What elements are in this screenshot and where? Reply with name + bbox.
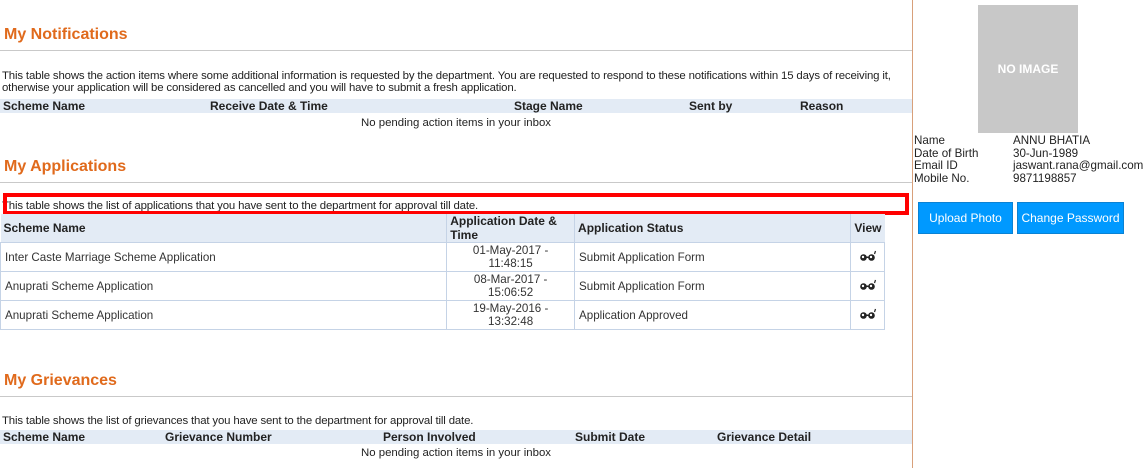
column-header: Grievance Number <box>165 430 272 444</box>
dob-value: 30-Jun-1989 <box>1013 146 1079 160</box>
notifications-empty-message: No pending action items in your inbox <box>361 117 551 129</box>
date-cell: 19-May-2016 - 13:32:48 <box>447 301 575 330</box>
column-header: Scheme Name <box>3 430 86 444</box>
table-row <box>1 272 885 301</box>
applications-description: This table shows the list of applications that you have sent to the department for approval till date. <box>2 200 479 212</box>
status-cell: Submit Application Form <box>575 272 851 301</box>
scheme-cell: Inter Caste Marriage Scheme Application <box>1 243 447 272</box>
profile-row-mobile <box>914 173 1129 186</box>
column-header: Scheme Name <box>1 214 447 243</box>
view-cell[interactable] <box>851 272 885 301</box>
status-cell: Application Approved <box>575 301 851 330</box>
view-cell[interactable] <box>851 301 885 330</box>
grievances-table-header <box>0 430 912 444</box>
grievances-title: My Grievances <box>4 372 117 389</box>
name-label: Name <box>914 134 945 147</box>
scheme-cell: Anuprati Scheme Application <box>1 272 447 301</box>
applications-title: My Applications <box>4 158 127 175</box>
column-header: Application Status <box>575 214 851 243</box>
mobile-value: 9871198857 <box>1013 171 1077 185</box>
table-row <box>1 243 885 272</box>
table-header-row <box>1 214 885 243</box>
column-header: Reason <box>800 99 844 113</box>
divider <box>0 50 912 51</box>
column-header: Sent by <box>689 99 733 113</box>
notifications-description: This table shows the action items where some additional information is requested by the department. You are requested to respond to these notifications within 15 days of receiving it, otherwise your application will be considered as cancelled and you will have to submit a fresh application. <box>2 70 891 94</box>
scheme-cell: Anuprati Scheme Application <box>1 301 447 330</box>
name-value: ANNU BHATIA <box>1013 134 1091 147</box>
dob-label: Date of Birth <box>914 146 979 160</box>
status-cell: Submit Application Form <box>575 243 851 272</box>
table-row <box>1 301 885 330</box>
glasses-icon[interactable] <box>859 250 877 262</box>
divider <box>0 182 912 183</box>
mobile-label: Mobile No. <box>914 171 970 185</box>
upload-photo-button[interactable]: Upload Photo <box>918 202 1013 234</box>
column-header: Grievance Detail <box>717 430 812 444</box>
date-cell: 01-May-2017 - 11:48:15 <box>447 243 575 272</box>
profile-row-email <box>914 159 1143 173</box>
profile-row-name <box>914 135 1129 148</box>
profile-info <box>914 134 1143 185</box>
column-header: Person Involved <box>383 430 476 444</box>
grievances-empty-message: No pending action items in your inbox <box>361 447 551 459</box>
profile-sidebar <box>913 0 1143 468</box>
notifications-table-header <box>0 99 912 113</box>
highlight-box <box>3 193 909 215</box>
date-cell: 08-Mar-2017 - 15:06:52 <box>447 272 575 301</box>
profile-photo-placeholder: NO IMAGE <box>978 5 1078 133</box>
grievances-description: This table shows the list of grievances that you have sent to the department for approval till date. <box>2 415 474 427</box>
column-header: Receive Date & Time <box>210 99 328 113</box>
column-header: Scheme Name <box>3 99 86 113</box>
view-cell[interactable] <box>851 243 885 272</box>
glasses-icon[interactable] <box>859 308 877 320</box>
glasses-icon[interactable] <box>859 279 877 291</box>
email-value: jaswant.rana@gmail.com <box>1013 159 1143 172</box>
divider <box>0 396 912 397</box>
column-header: Stage Name <box>514 99 583 113</box>
column-header: Application Date & Time <box>447 214 575 243</box>
notifications-title: My Notifications <box>4 26 128 43</box>
column-header: Submit Date <box>575 430 646 444</box>
email-label: Email ID <box>914 159 958 172</box>
column-header: View <box>851 214 885 243</box>
change-password-button[interactable]: Change Password <box>1017 202 1124 234</box>
applications-table <box>0 214 885 330</box>
